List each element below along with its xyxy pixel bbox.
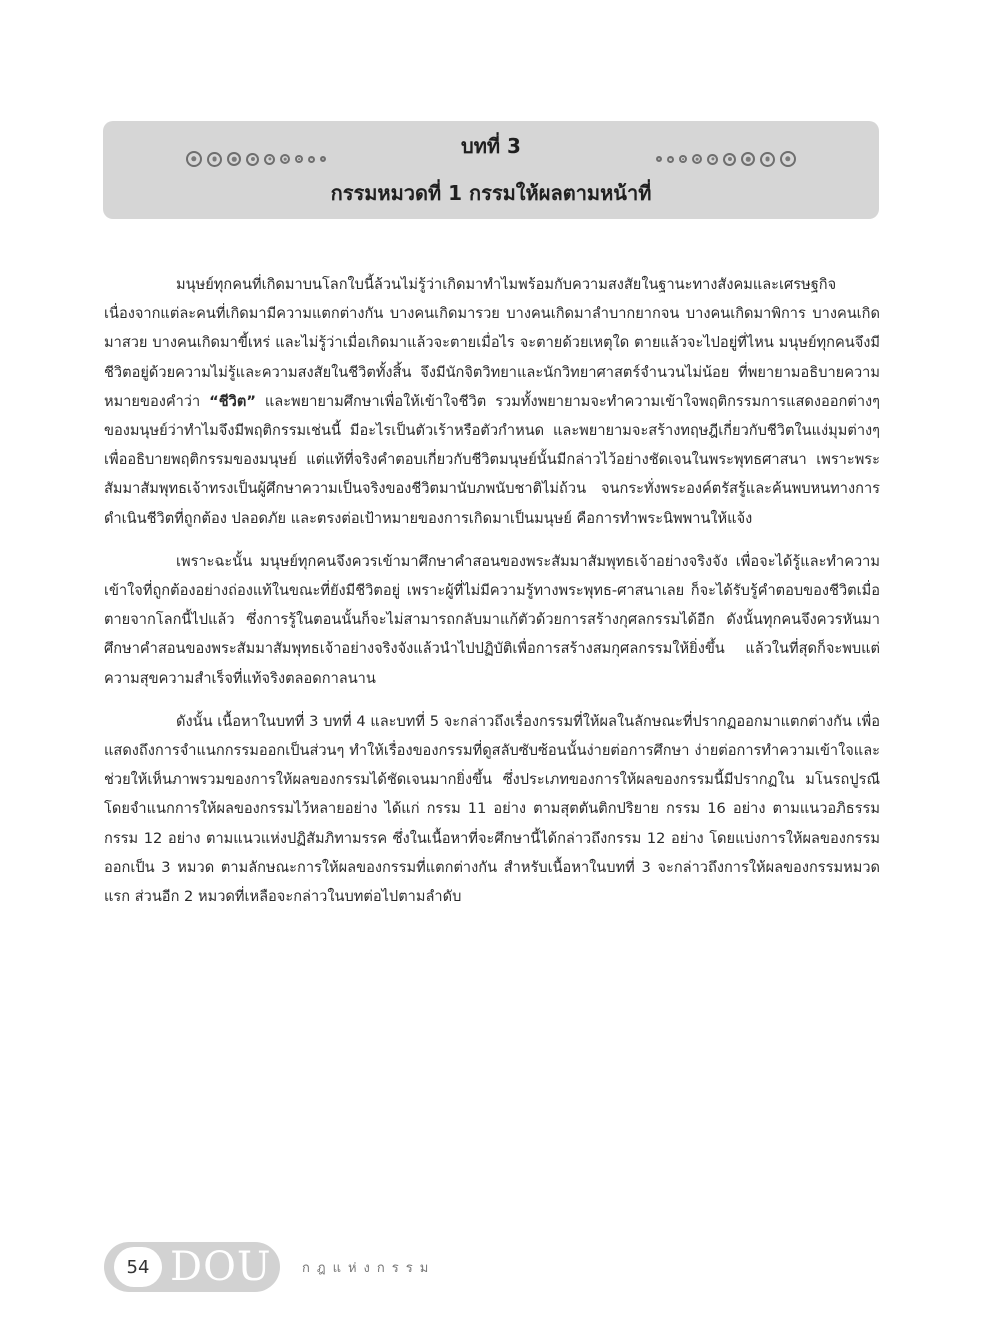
paragraph-1-text-before: มนุษย์ทุกคนที่เกิดมาบนโลกใบนี้ล้วนไม่รู้ว่าเกิดมาทำไมพร้อมกับความสงสัยในฐานะทางสังคมและเศรษฐกิจ เนื่องจากแต่ละคนที่เกิดมามีความแตกต่างกัน บางคนเกิดมารวย บางคนเกิดมาลำบากยากจน บางคนเกิดมาพิการ บางคนเกิดมาสวย บางคนเกิดมาขี้เหร่ และไม่รู้ว่าเมื่อเกิดมาแล้วจะตายเมื่อไร จะตายด้วยเหตุใด ตายแล้วจะไปอยู่ที่ไหน มนุษย์ทุกคนจึงมีชีวิตอยู่ด้วยความไม่รู้และความสงสัยในชีวิตทั้งสิ้น จึงมีนักจิตวิทยาและนักวิทยาศาสตร์จำนวนไม่น้อย ที่พยายามอธิบายความหมายของคำว่า: [104, 276, 880, 410]
dot-icon: [308, 156, 315, 163]
dot-icon: [207, 152, 222, 167]
book-title: กฎแห่งกรรม: [302, 1260, 436, 1276]
dot-icon: [692, 154, 702, 164]
chapter-number: บทที่ 3: [461, 134, 521, 158]
dou-logo: DOU: [170, 1244, 272, 1290]
dot-icon: [707, 154, 718, 165]
dot-icon: [246, 153, 259, 166]
page-footer: [104, 1242, 435, 1292]
dot-icon: [667, 156, 674, 163]
dot-icon: [295, 155, 303, 163]
decorative-dots-right: [656, 150, 801, 168]
dot-icon: [723, 153, 736, 166]
body-text: [104, 270, 880, 925]
dot-icon: [264, 154, 275, 165]
dot-icon: [227, 152, 241, 166]
dot-icon: [679, 155, 687, 163]
chapter-title: กรรมหมวดที่ 1 กรรมให้ผลตามหน้าที่: [330, 181, 652, 205]
footer-pill: [104, 1242, 280, 1292]
chapter-header-box: [103, 121, 879, 219]
dot-icon: [780, 151, 796, 167]
paragraph-1-text-after: และพยายามศึกษาเพื่อให้เข้าใจชีวิต รวมทั้งพยายามจะทำความเข้าใจพฤติกรรมการแสดงออกต่างๆ ของมนุษย์ว่าทำไมจึงมีพฤติกรรมเช่นนี้ มีอะไรเป็นตัวเร้าหรือตัวกำหนด และพยายามจะสร้างทฤษฎีเกี่ยวกับชีวิตในแง่มุมต่างๆ เพื่ออธิบายพฤติกรรมของมนุษย์ แต่แท้ที่จริงคำตอบเกี่ยวกับชีวิตมนุษย์นั้นมีกล่าวไว้อย่างชัดเจนในพระพุทธศาสนา เพราะพระสัมมาสัมพุทธเจ้าทรงเป็นผู้ศึกษาความเป็นจริงของชีวิตมานับภพนับชาติไม่ถ้วน จนกระทั่งพระองค์ตรัสรู้และค้นพบหนทางการดำเนินชีวิตที่ถูกต้อง ปลอดภัย และตรงต่อเป้าหมายของการเกิดมาเป็นมนุษย์ คือการทำพระนิพพานให้แจ้ง: [104, 392, 880, 527]
decorative-dots-left: [186, 150, 331, 168]
dot-icon: [186, 151, 202, 167]
paragraph-1: [104, 270, 880, 533]
paragraph-2: เพราะฉะนั้น มนุษย์ทุกคนจึงควรเข้ามาศึกษาคำสอนของพระสัมมาสัมพุทธเจ้าอย่างจริงจัง เพื่อจะได้รู้และทำความเข้าใจที่ถูกต้องอย่างถ่องแท้ในขณะที่ยังมีชีวิตอยู่ เพราะผู้ที่ไม่มีความรู้ทางพระพุทธ-ศาสนาเลย ก็จะได้รับรู้คำตอบของชีวิตเมื่อตายจากโลกนี้ไปแล้ว ซึ่งการรู้ในตอนนั้นก็จะไม่สามารถกลับมาแก้ตัวด้วยการสร้างกุศลกรรมได้อีก ดังนั้นทุกคนจึงควรหันมาศึกษาคำสอนของพระสัมมาสัมพุทธเจ้าอย่างจริงจังแล้วนำไปปฏิบัติเพื่อการสร้างสมกุศลกรรมให้ยิ่งขึ้น แล้วในที่สุดก็จะพบแต่ความสุขความสำเร็จที่แท้จริงตลอดกาลนาน: [104, 552, 880, 687]
paragraph-3: ดังนั้น เนื้อหาในบทที่ 3 บทที่ 4 และบทที่ 5 จะกล่าวถึงเรื่องกรรมที่ให้ผลในลักษณะที่ปรากฏออกมาแตกต่างกัน เพื่อแสดงถึงการจำแนกกรรมออกเป็นส่วนๆ ทำให้เรื่องของกรรมที่ดูสลับซับซ้อนนั้นง่ายต่อการศึกษา ง่ายต่อการทำความเข้าใจและช่วยให้เห็นภาพรวมของการให้ผลของกรรมได้ชัดเจนมากยิ่งขึ้น ซึ่งประเภทของการให้ผลของกรรมนี้มีปรากฏใน มโนรถปูรณี โดยจำแนกการให้ผลของกรรมไว้หลายอย่าง ได้แก่ กรรม 11 อย่าง ตามสุตตันติกปริยาย กรรม 16 อย่าง ตามแนวอภิธรรม กรรม 12 อย่าง ตามแนวแห่งปฏิสัมภิทามรรค ซึ่งในเนื้อหาที่จะศึกษานี้ได้กล่าวถึงกรรม 12 อย่าง โดยแบ่งการให้ผลของกรรมออกเป็น 3 หมวด ตามลักษณะการให้ผลของกรรมที่แตกต่างกัน สำหรับเนื้อหาในบทที่ 3 จะกล่าวถึงการให้ผลของกรรมหมวดแรก ส่วนอีก 2 หมวดที่เหลือจะกล่าวในบทต่อไปตามลำดับ: [104, 712, 880, 906]
dot-icon: [760, 152, 775, 167]
dot-icon: [741, 152, 755, 166]
page-number: 54: [114, 1247, 162, 1287]
dot-icon: [320, 156, 326, 162]
dot-icon: [656, 156, 662, 162]
paragraph-1-bold-term: “ชีวิต”: [209, 392, 256, 410]
dot-icon: [280, 154, 290, 164]
